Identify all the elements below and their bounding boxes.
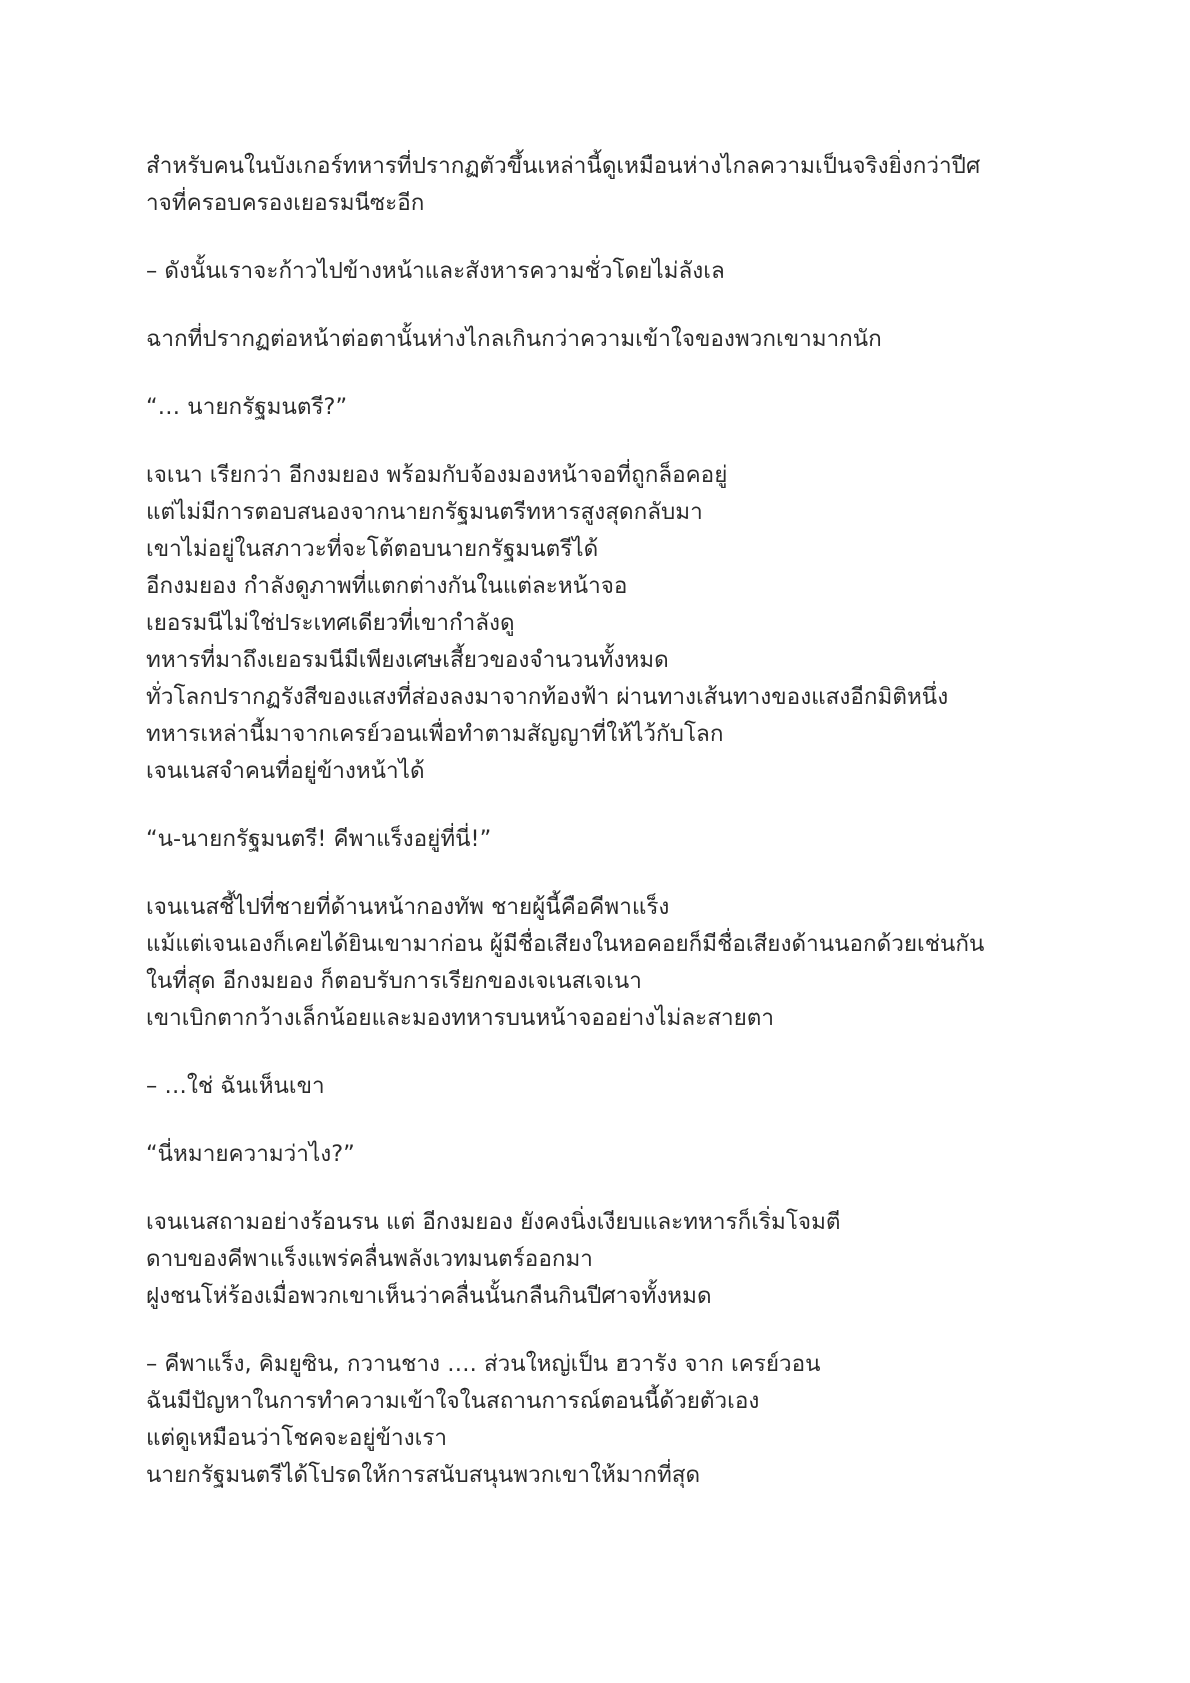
text-line: – ดังนั้นเราจะก้าวไปข้างหน้าและสังหารความชั่วโดยไม่ลังเล [146, 258, 725, 284]
text-line: แม้แต่เจนเองก็เคยได้ยินเขามาก่อน ผู้มีชื่อเสียงในหอคอยก็มีชื่อเสียงด้านนอกด้วยเช่นกัน [146, 931, 985, 957]
text-line: ทหารที่มาถึงเยอรมนีมีเพียงเศษเสี้ยวของจำนวนทั้งหมด [146, 647, 669, 673]
paragraph [146, 1068, 1066, 1105]
paragraph [146, 821, 1066, 858]
paragraph [146, 1136, 1066, 1173]
text-line: ในที่สุด อีกงมยอง ก็ตอบรับการเรียกของเจเนสเจเนา [146, 968, 642, 994]
text-line: แต่ไม่มีการตอบสนองจากนายกรัฐมนตรีทหารสูงสุดกลับมา [146, 499, 703, 525]
document-body [146, 148, 1066, 1525]
text-line: แต่ดูเหมือนว่าโชคจะอยู่ข้างเรา [146, 1425, 448, 1451]
text-line: ฉากที่ปรากฏต่อหน้าต่อตานั้นห่างไกลเกินกว่าความเข้าใจของพวกเขามากนัก [146, 326, 882, 352]
text-line: ฉันมีปัญหาในการทำความเข้าใจในสถานการณ์ตอนนี้ด้วยตัวเอง [146, 1388, 760, 1414]
text-line: ทหารเหล่านี้มาจากเครย์วอนเพื่อทำตามสัญญาที่ให้ไว้กับโลก [146, 721, 724, 747]
text-line: – …ใช่ ฉันเห็นเขา [146, 1073, 325, 1099]
text-line: – คีพาแร็ง, คิมยูซิน, กวานชาง …. ส่วนใหญ่เป็น ฮวารัง จาก เครย์วอน [146, 1351, 821, 1377]
text-line: เจนเนสชี้ไปที่ชายที่ด้านหน้ากองทัพ ชายผู้นี้คือคีพาแร็ง [146, 894, 670, 920]
paragraph [146, 148, 1066, 222]
text-line: นายกรัฐมนตรีได้โปรดให้การสนับสนุนพวกเขาให้มากที่สุด [146, 1462, 701, 1488]
paragraph [146, 457, 1066, 790]
paragraph [146, 321, 1066, 358]
text-line: เขาเบิกตากว้างเล็กน้อยและมองทหารบนหน้าจออย่างไม่ละสายตา [146, 1005, 775, 1031]
paragraph [146, 1204, 1066, 1315]
text-line: เจนเนสจำคนที่อยู่ข้างหน้าได้ [146, 758, 425, 784]
text-line: เยอรมนีไม่ใช่ประเทศเดียวที่เขากำลังดู [146, 610, 515, 636]
paragraph [146, 1346, 1066, 1494]
paragraph [146, 889, 1066, 1037]
text-line: ฝูงชนโห่ร้องเมื่อพวกเขาเห็นว่าคลื่นนั้นกลืนกินปีศาจทั้งหมด [146, 1283, 712, 1309]
text-line: เขาไม่อยู่ในสภาวะที่จะโต้ตอบนายกรัฐมนตรีได้ [146, 536, 599, 562]
text-line: “น-นายกรัฐมนตรี! คีพาแร็งอยู่ที่นี่!” [146, 826, 492, 852]
text-line: าจที่ครอบครองเยอรมนีซะอีก [146, 190, 425, 216]
text-line: อีกงมยอง กำลังดูภาพที่แตกต่างกันในแต่ละหน้าจอ [146, 573, 628, 599]
text-line: “นี่หมายความว่าไง?” [146, 1141, 355, 1167]
text-line: เจนเนสถามอย่างร้อนรน แต่ อีกงมยอง ยังคงนิ่งเงียบและทหารก็เริ่มโจมตี [146, 1209, 841, 1235]
text-line: “… นายกรัฐมนตรี?” [146, 394, 348, 420]
text-line: สำหรับคนในบังเกอร์ทหารที่ปรากฏตัวขึ้นเหล่านี้ดูเหมือนห่างไกลความเป็นจริงยิ่งกว่าปีศ [146, 153, 981, 179]
text-line: ทั่วโลกปรากฏรังสีของแสงที่ส่องลงมาจากท้องฟ้า ผ่านทางเส้นทางของแสงอีกมิติหนึ่ง [146, 684, 949, 710]
text-line: ดาบของคีพาแร็งแพร่คลื่นพลังเวทมนตร์ออกมา [146, 1246, 593, 1272]
paragraph [146, 389, 1066, 426]
text-line: เจเนา เรียกว่า อีกงมยอง พร้อมกับจ้องมองหน้าจอที่ถูกล็อคอยู่ [146, 462, 728, 488]
paragraph [146, 253, 1066, 290]
